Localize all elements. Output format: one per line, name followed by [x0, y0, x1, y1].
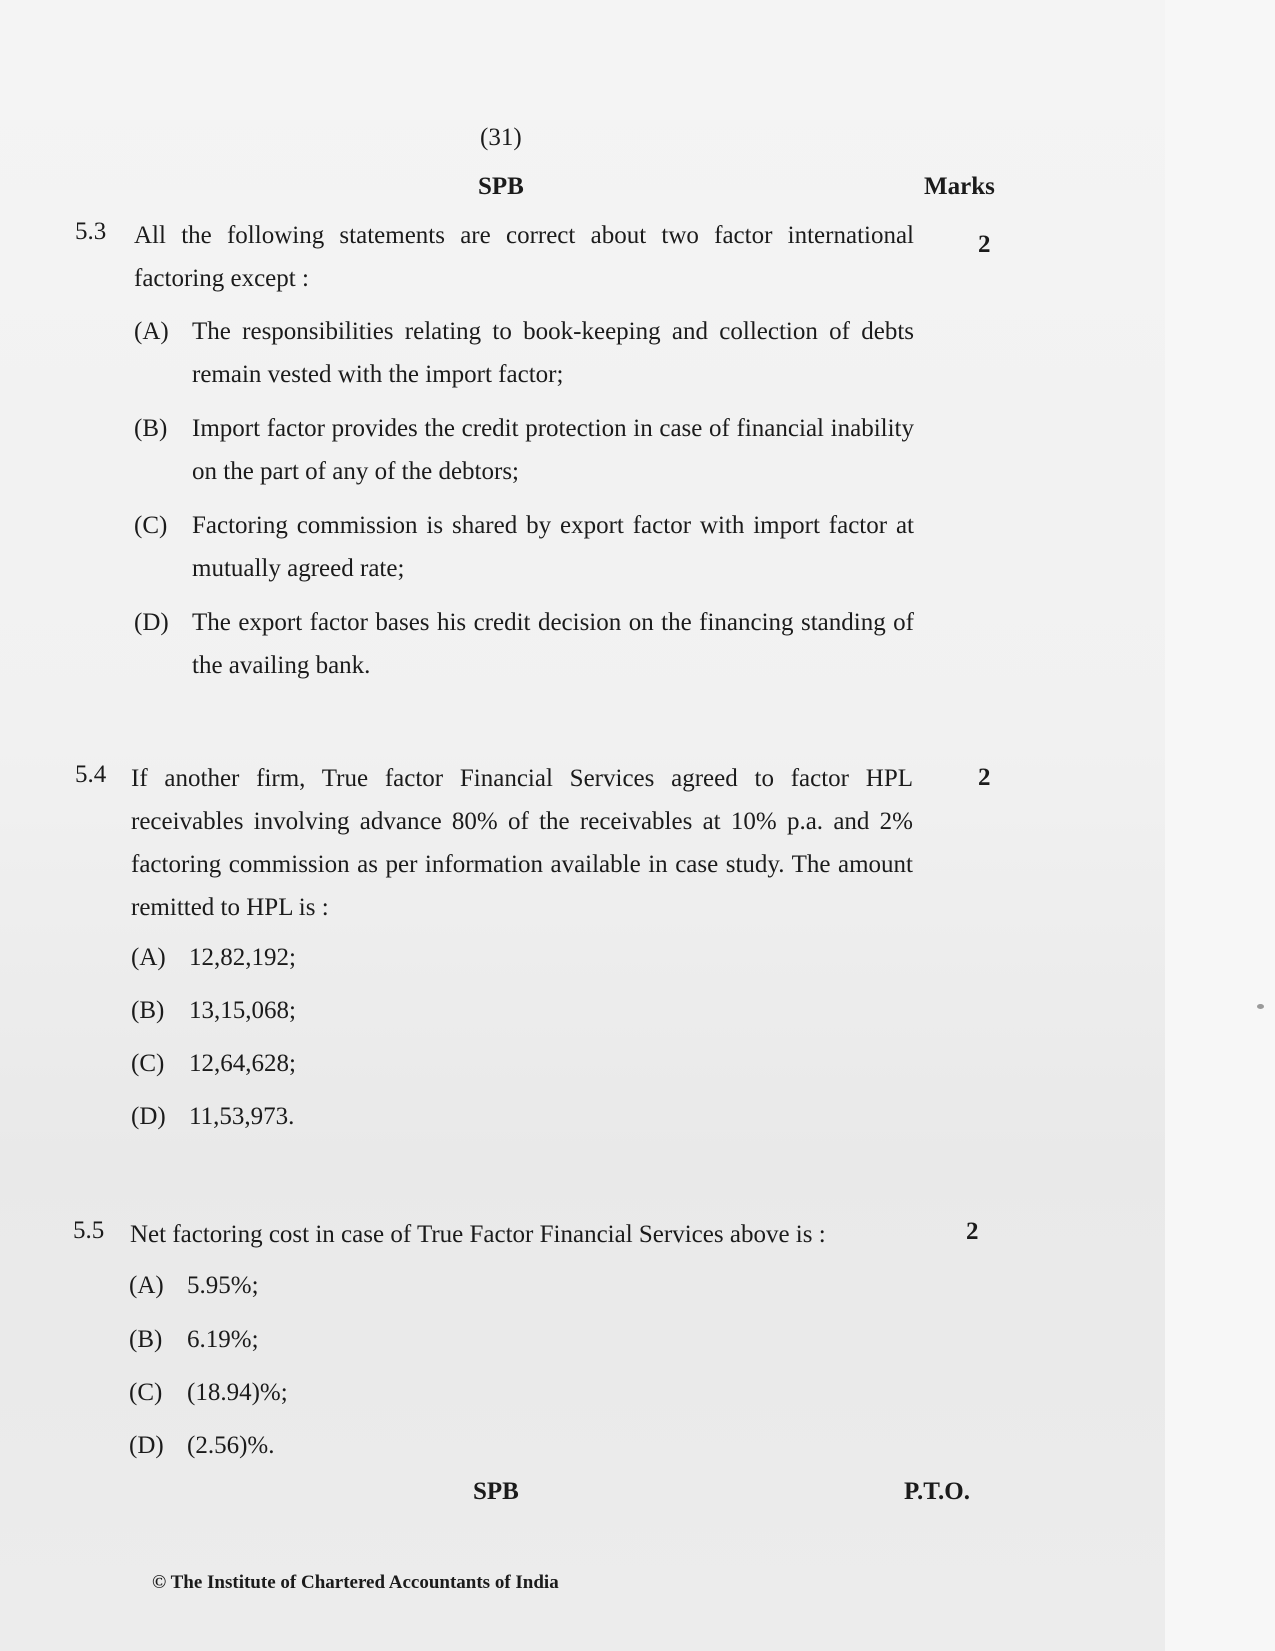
question-marks: 2	[978, 231, 991, 258]
question-marks: 2	[966, 1218, 979, 1245]
option-d	[134, 601, 914, 687]
option-a	[129, 1264, 529, 1307]
option-label: (C)	[131, 1050, 165, 1077]
option-label: (A)	[131, 944, 166, 971]
option-c	[129, 1371, 529, 1414]
option-label: (D)	[129, 1432, 164, 1459]
option-b	[131, 989, 531, 1032]
scan-smudge-mark	[1257, 1004, 1264, 1009]
question-text: All the following statements are correct about two factor international factoring except :	[134, 222, 914, 292]
option-d	[131, 1095, 531, 1138]
option-d	[129, 1424, 529, 1467]
question-number: 5.4	[75, 761, 107, 788]
option-c	[131, 1042, 531, 1085]
question-number: 5.3	[75, 218, 107, 245]
option-text: 11,53,973.	[189, 1103, 295, 1130]
option-text: 13,15,068;	[189, 997, 296, 1024]
option-text: The export factor bases his credit decision on the financing standing of the availing bank.	[192, 609, 914, 679]
option-label: (C)	[134, 512, 168, 539]
option-text: 5.95%;	[187, 1272, 259, 1299]
question-number: 5.5	[73, 1217, 105, 1244]
paper-code-footer: SPB	[473, 1478, 519, 1505]
option-text: (2.56)%.	[187, 1432, 275, 1459]
page-number: (31)	[480, 124, 522, 151]
marks-column-header: Marks	[924, 173, 995, 200]
option-b	[129, 1318, 529, 1361]
option-text: Factoring commission is shared by export factor with import factor at mutually agreed rate;	[192, 512, 914, 582]
option-label: (A)	[129, 1272, 164, 1299]
question-marks: 2	[978, 764, 991, 791]
option-label: (B)	[134, 415, 168, 442]
option-text: 12,64,628;	[189, 1050, 296, 1077]
question-text: Net factoring cost in case of True Factor Financial Services above is :	[130, 1221, 826, 1248]
option-label: (C)	[129, 1379, 163, 1406]
option-text: 6.19%;	[187, 1326, 259, 1353]
option-b	[134, 407, 914, 493]
option-text: Import factor provides the credit protection in case of financial inability on the part of any of the debtors;	[192, 415, 914, 485]
option-label: (D)	[134, 609, 169, 636]
page-edge-margin	[1165, 0, 1275, 1651]
option-label: (A)	[134, 318, 169, 345]
option-text: The responsibilities relating to book-keeping and collection of debts remain vested with the import factor;	[192, 318, 914, 388]
option-label: (D)	[131, 1103, 166, 1130]
option-label: (B)	[131, 997, 165, 1024]
option-text: (18.94)%;	[187, 1379, 288, 1406]
please-turn-over: P.T.O.	[904, 1478, 970, 1505]
option-c	[134, 504, 914, 590]
option-a	[134, 310, 914, 396]
question-text: If another firm, True factor Financial Services agreed to factor HPL receivables involving advance 80% of the receivables at 10% p.a. and 2% factoring commission as per information available in case study. The amount remitted to HPL is :	[131, 765, 913, 921]
option-label: (B)	[129, 1326, 163, 1353]
option-a	[131, 936, 531, 979]
option-text: 12,82,192;	[189, 944, 296, 971]
copyright-notice: © The Institute of Chartered Accountants of India	[152, 1572, 559, 1593]
paper-code-header: SPB	[478, 173, 524, 200]
